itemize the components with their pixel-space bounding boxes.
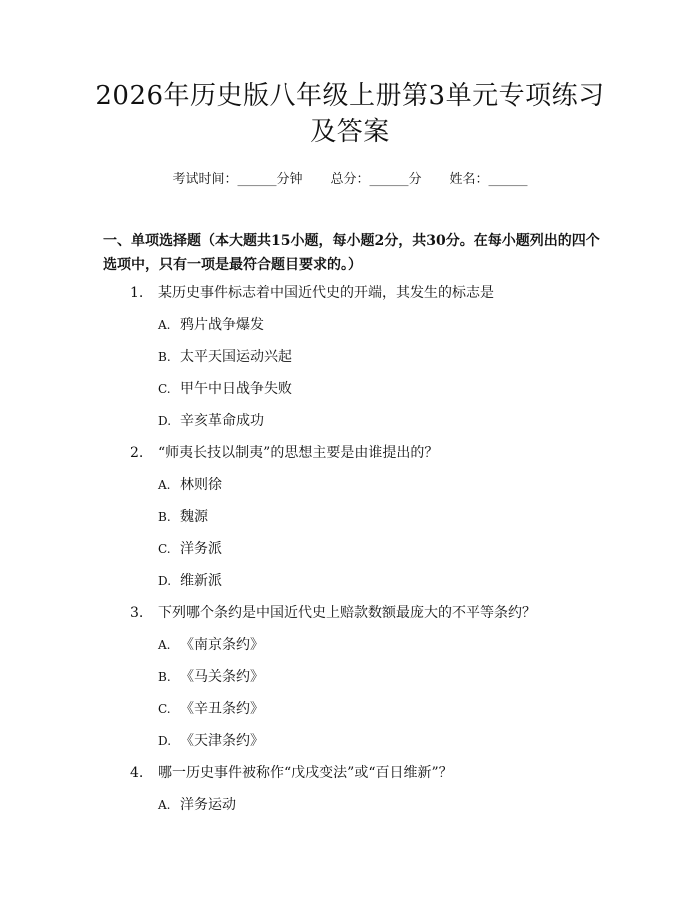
option-letter: A. [158,798,171,812]
option-text: 《马关条约》 [180,669,264,685]
option-text: 洋务运动 [180,797,236,813]
question-1 [130,282,494,302]
option-text: 辛亥革命成功 [180,413,264,429]
total-score-field: 总分：______分 [330,172,422,187]
option-text: 魏源 [180,509,208,525]
q1-option-d [158,410,264,430]
q2-option-c [158,538,222,558]
question-number: 4. [130,765,144,781]
option-letter: A. [158,638,171,652]
option-letter: D. [158,414,172,428]
option-text: 维新派 [180,573,222,589]
question-2 [130,442,438,462]
q3-option-b [158,666,264,686]
q2-option-d [158,570,222,590]
question-stem: 哪一历史事件被称作“戊戌变法”或“百日维新”？ [158,765,453,781]
option-text: 太平天国运动兴起 [180,349,292,365]
option-text: 甲午中日战争失败 [180,381,292,397]
option-letter: B. [158,350,171,364]
question-4 [130,762,453,782]
q1-option-a [158,314,264,334]
question-number: 2. [130,445,144,461]
option-letter: A. [158,318,171,332]
option-letter: B. [158,670,171,684]
option-letter: A. [158,478,171,492]
q1-option-c [158,378,292,398]
option-text: 《南京条约》 [180,637,264,653]
option-text: 鸦片战争爆发 [180,317,264,333]
option-text: 《辛丑条约》 [180,701,264,717]
question-3 [130,602,536,622]
question-stem: “师夷长技以制夷”的思想主要是由谁提出的？ [158,445,439,461]
option-letter: D. [158,734,172,748]
exam-meta [0,168,700,187]
q3-option-c [158,698,264,718]
option-text: 林则徐 [180,477,222,493]
student-name-field: 姓名：______ [449,172,528,187]
option-letter: C. [158,382,171,396]
question-stem: 下列哪个条约是中国近代史上赔款数额最庞大的不平等条约？ [158,605,536,621]
q3-option-a [158,634,264,654]
q3-option-d [158,730,264,750]
q4-option-a [158,794,236,814]
question-number: 1. [130,285,144,301]
q2-option-b [158,506,208,526]
option-text: 《天津条约》 [180,733,264,749]
title-line-2: 及答案 [310,117,390,147]
q2-option-a [158,474,222,494]
question-stem: 某历史事件标志着中国近代史的开端，其发生的标志是 [158,285,494,301]
option-letter: C. [158,542,171,556]
section-1-heading: 一、单项选择题（本大题共15小题，每小题2分，共30分。在每小题列出的四个选项中，只有一项是最符合题目要求的。） [103,233,600,273]
option-letter: C. [158,702,171,716]
q1-option-b [158,346,292,366]
title-line-1: 2026年历史版八年级上册第3单元专项练习 [95,81,605,111]
option-text: 洋务派 [180,541,222,557]
question-number: 3. [130,605,144,621]
option-letter: D. [158,574,172,588]
exam-time-field: 考试时间：______分钟 [172,172,303,187]
option-letter: B. [158,510,171,524]
page-title [80,78,620,150]
